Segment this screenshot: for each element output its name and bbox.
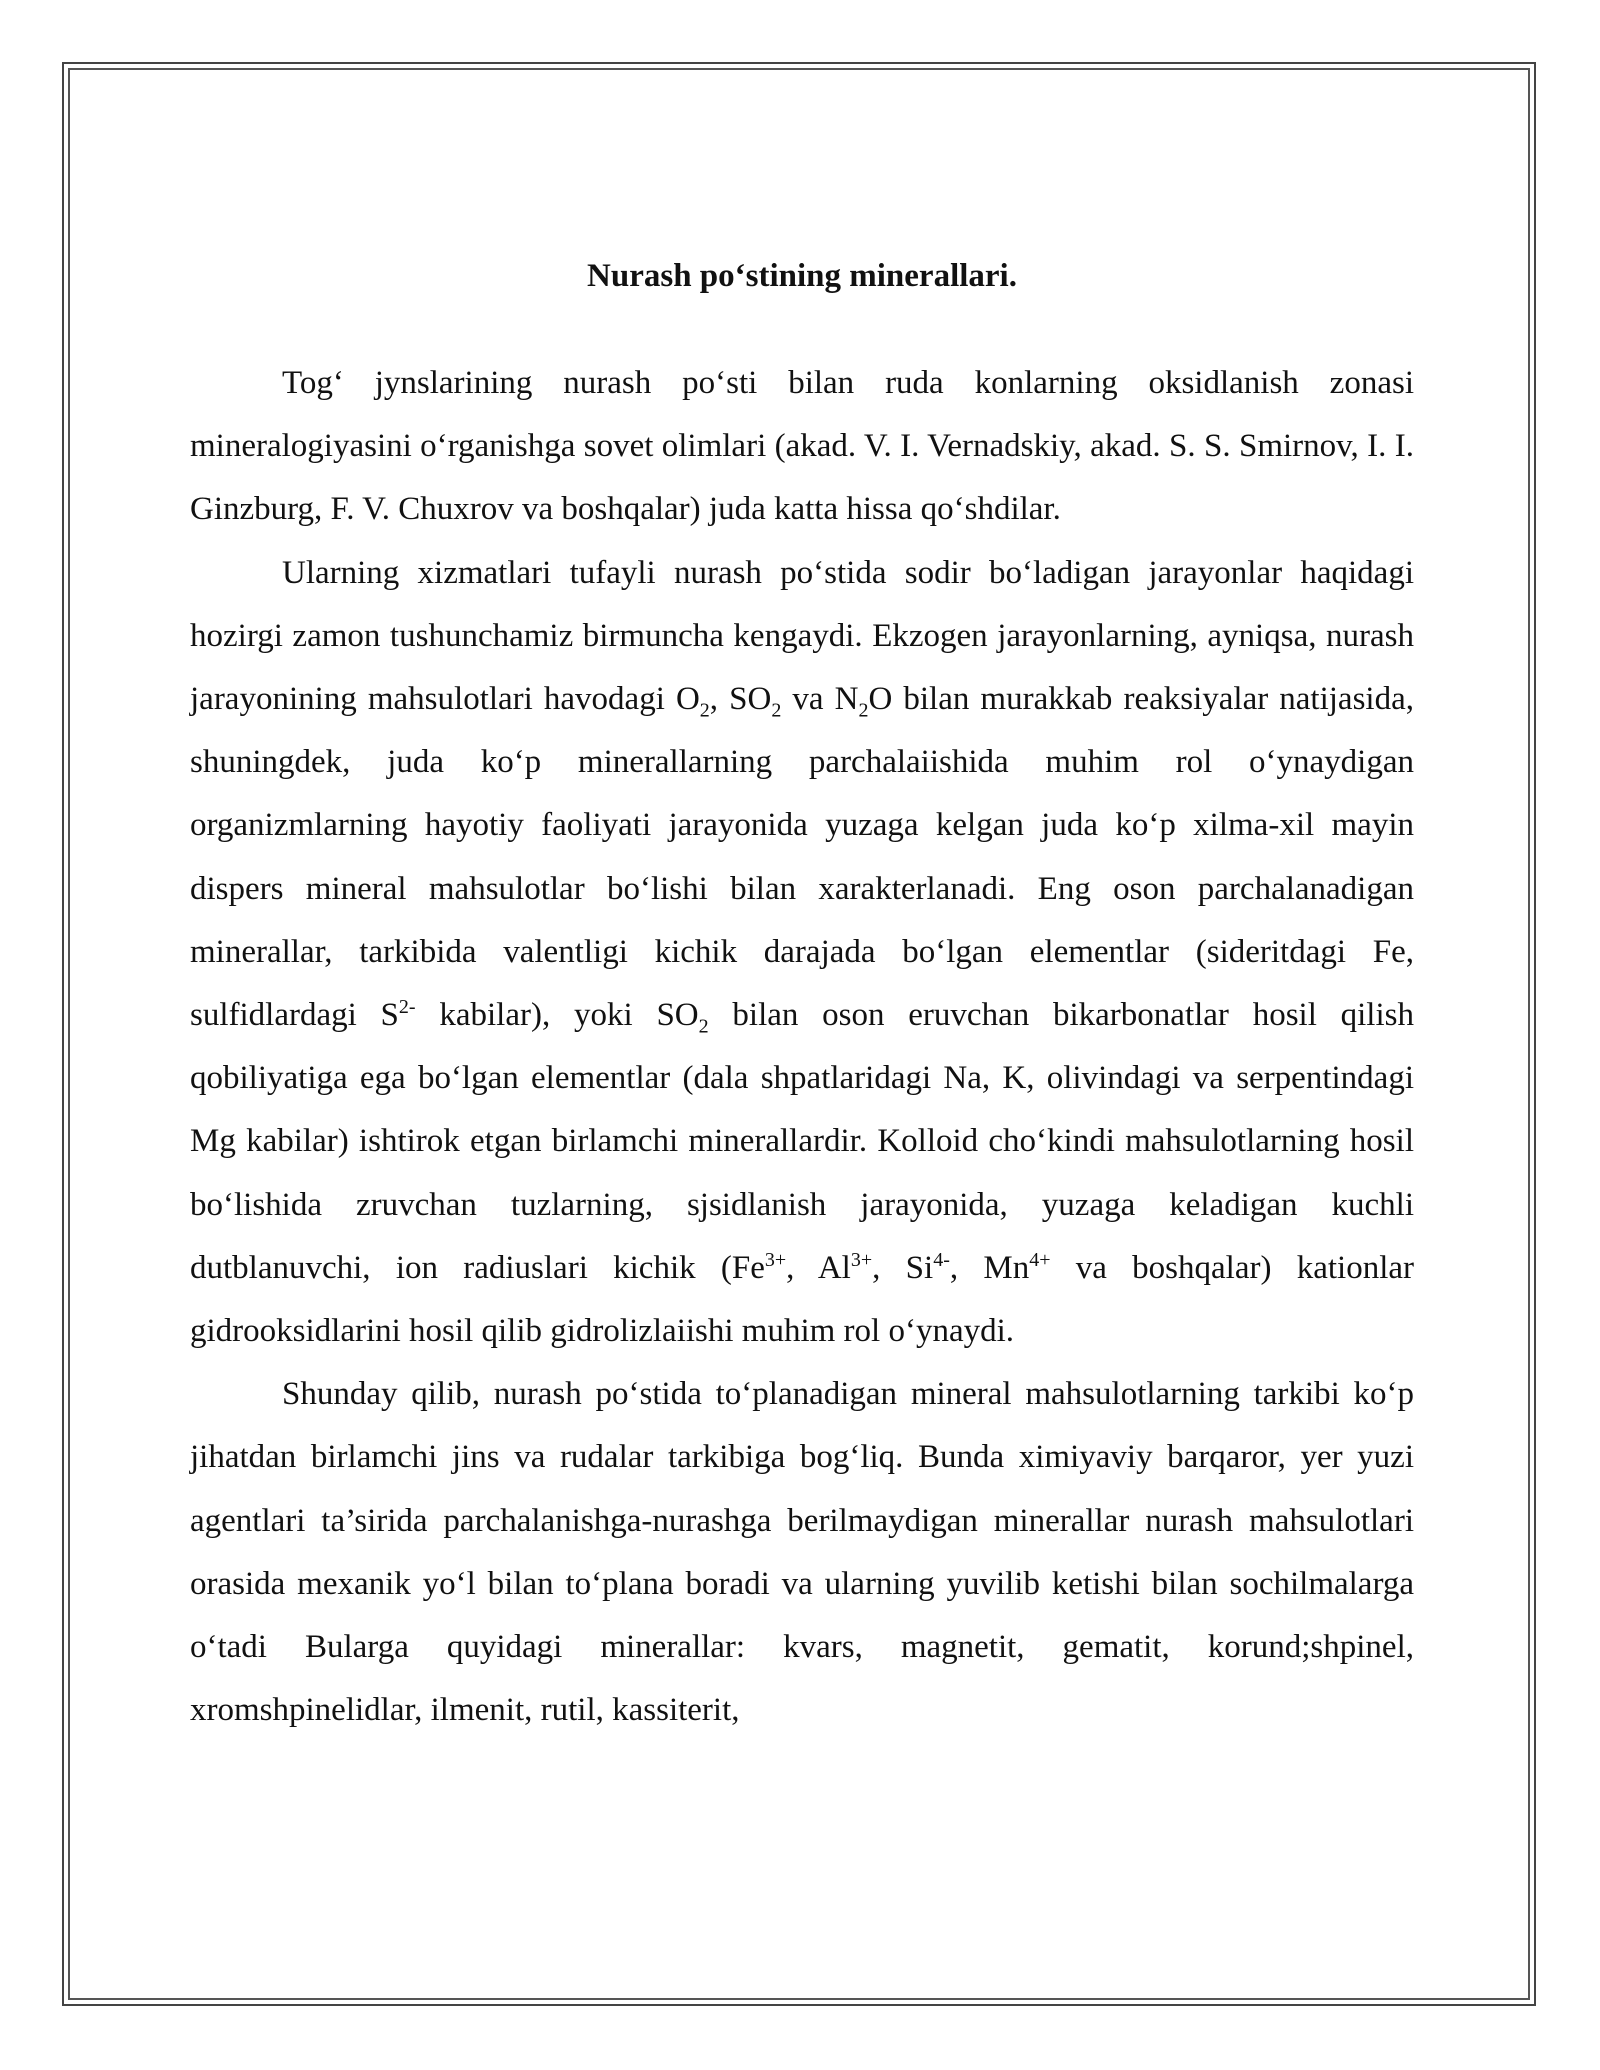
text-run: va boshqalar) kationlar gidrooksidlarini hosil qilib gidrolizlaiishi muhim rol o‘ynaydi.: [190, 1249, 1415, 1350]
document-title: Nurash po‘stining minerallari.: [587, 258, 1017, 294]
text-run: Ularning xizmatlari tufayli nurash po‘stida sodir bo‘ladigan jarayonlar haqidagi hozirgi zamon tushunchamiz birmuncha kengaydi. Ekzogen jarayonlarning, ayniqsa, nurash jarayonining mahsulotlari havodagi O: [190, 554, 1414, 718]
text-run: , Mn: [949, 1249, 1030, 1286]
text-run: O bilan murakkab reaksiyalar natijasida, shuningdek, juda ko‘p minerallarning parchalaiishida muhim rol o‘ynaydigan organizmlarning hayotiy faoliyati jarayonida yuzaga kelgan juda ko‘p xilma-xil mayin dispers mineral mahsulotlar bo‘lishi bilan xarakterlanadi. Eng oson parchalanadigan minerallar, tarkibida valentligi kichik darajada bo‘lgan elementlar (sideritdagi Fe, sulfidlardagi S: [190, 681, 1414, 1034]
document-body: [190, 248, 1414, 1742]
subscript: 2: [858, 699, 869, 722]
superscript: 4+: [1029, 1248, 1051, 1271]
subscript: 2: [771, 699, 782, 722]
paragraph-2: [190, 542, 1414, 1364]
subscript: 2: [698, 1015, 709, 1038]
subscript: 2: [699, 699, 710, 722]
superscript: 3+: [850, 1248, 873, 1271]
text-run: Tog‘ jynslarining nurash po‘sti bilan ruda konlarning oksidlanish zonasi mineralogiyasini o‘rganishga sovet olimlari (akad. V. I. Vernadskiy, akad. S. S. Smirnov, I. I. Ginzburg, F. V. Chuxrov va boshqalar) juda katta hissa qo‘shdilar.: [190, 365, 1414, 528]
superscript: 2-: [398, 996, 416, 1019]
text-run: kabilar), yoki SO: [415, 997, 699, 1034]
paragraph-3: [190, 1363, 1414, 1742]
text-run: , Al: [786, 1249, 851, 1286]
superscript: 3+: [764, 1248, 787, 1271]
paragraph-1: [190, 352, 1414, 542]
text-run: Shunday qilib, nurash po‘stida to‘planadigan mineral mahsulotlarning tarkibi ko‘p jihatdan birlamchi jins va rudalar tarkibiga bog‘liq. Bunda ximiyaviy barqaror, yer yuzi agentlari ta’sirida parchalanishga-nurashga berilmaydigan minerallar nurash mahsulotlari orasida mexanik yo‘l bilan to‘plana boradi va ularning yuvilib ketishi bilan sochilmalarga o‘tadi Bularga quyidagi minerallar: kvars, magnetit, gematit, korund;shpinel, xromshpinelidlar, ilmenit, rutil, kassiterit,: [190, 1376, 1414, 1729]
text-run: bilan oson eruvchan bikarbonatlar hosil qilish qobiliyatiga ega bo‘lgan elementlar (dala shpatlaridagi Na, K, olivindagi va serpentindagi Mg kabilar) ishtirok etgan birlamchi minerallardir. Kolloid cho‘kindi mahsulotlarning hosil bo‘lishida zruvchan tuzlarning, sjsidlanish jarayonida, yuzaga keladigan kuchli dutblanuvchi, ion radiuslari kichik (Fe: [190, 997, 1414, 1286]
superscript: 4-: [933, 1248, 950, 1271]
text-run: , Si: [872, 1249, 934, 1286]
text-run: , SO: [709, 681, 772, 718]
text-run: va N: [781, 681, 859, 718]
